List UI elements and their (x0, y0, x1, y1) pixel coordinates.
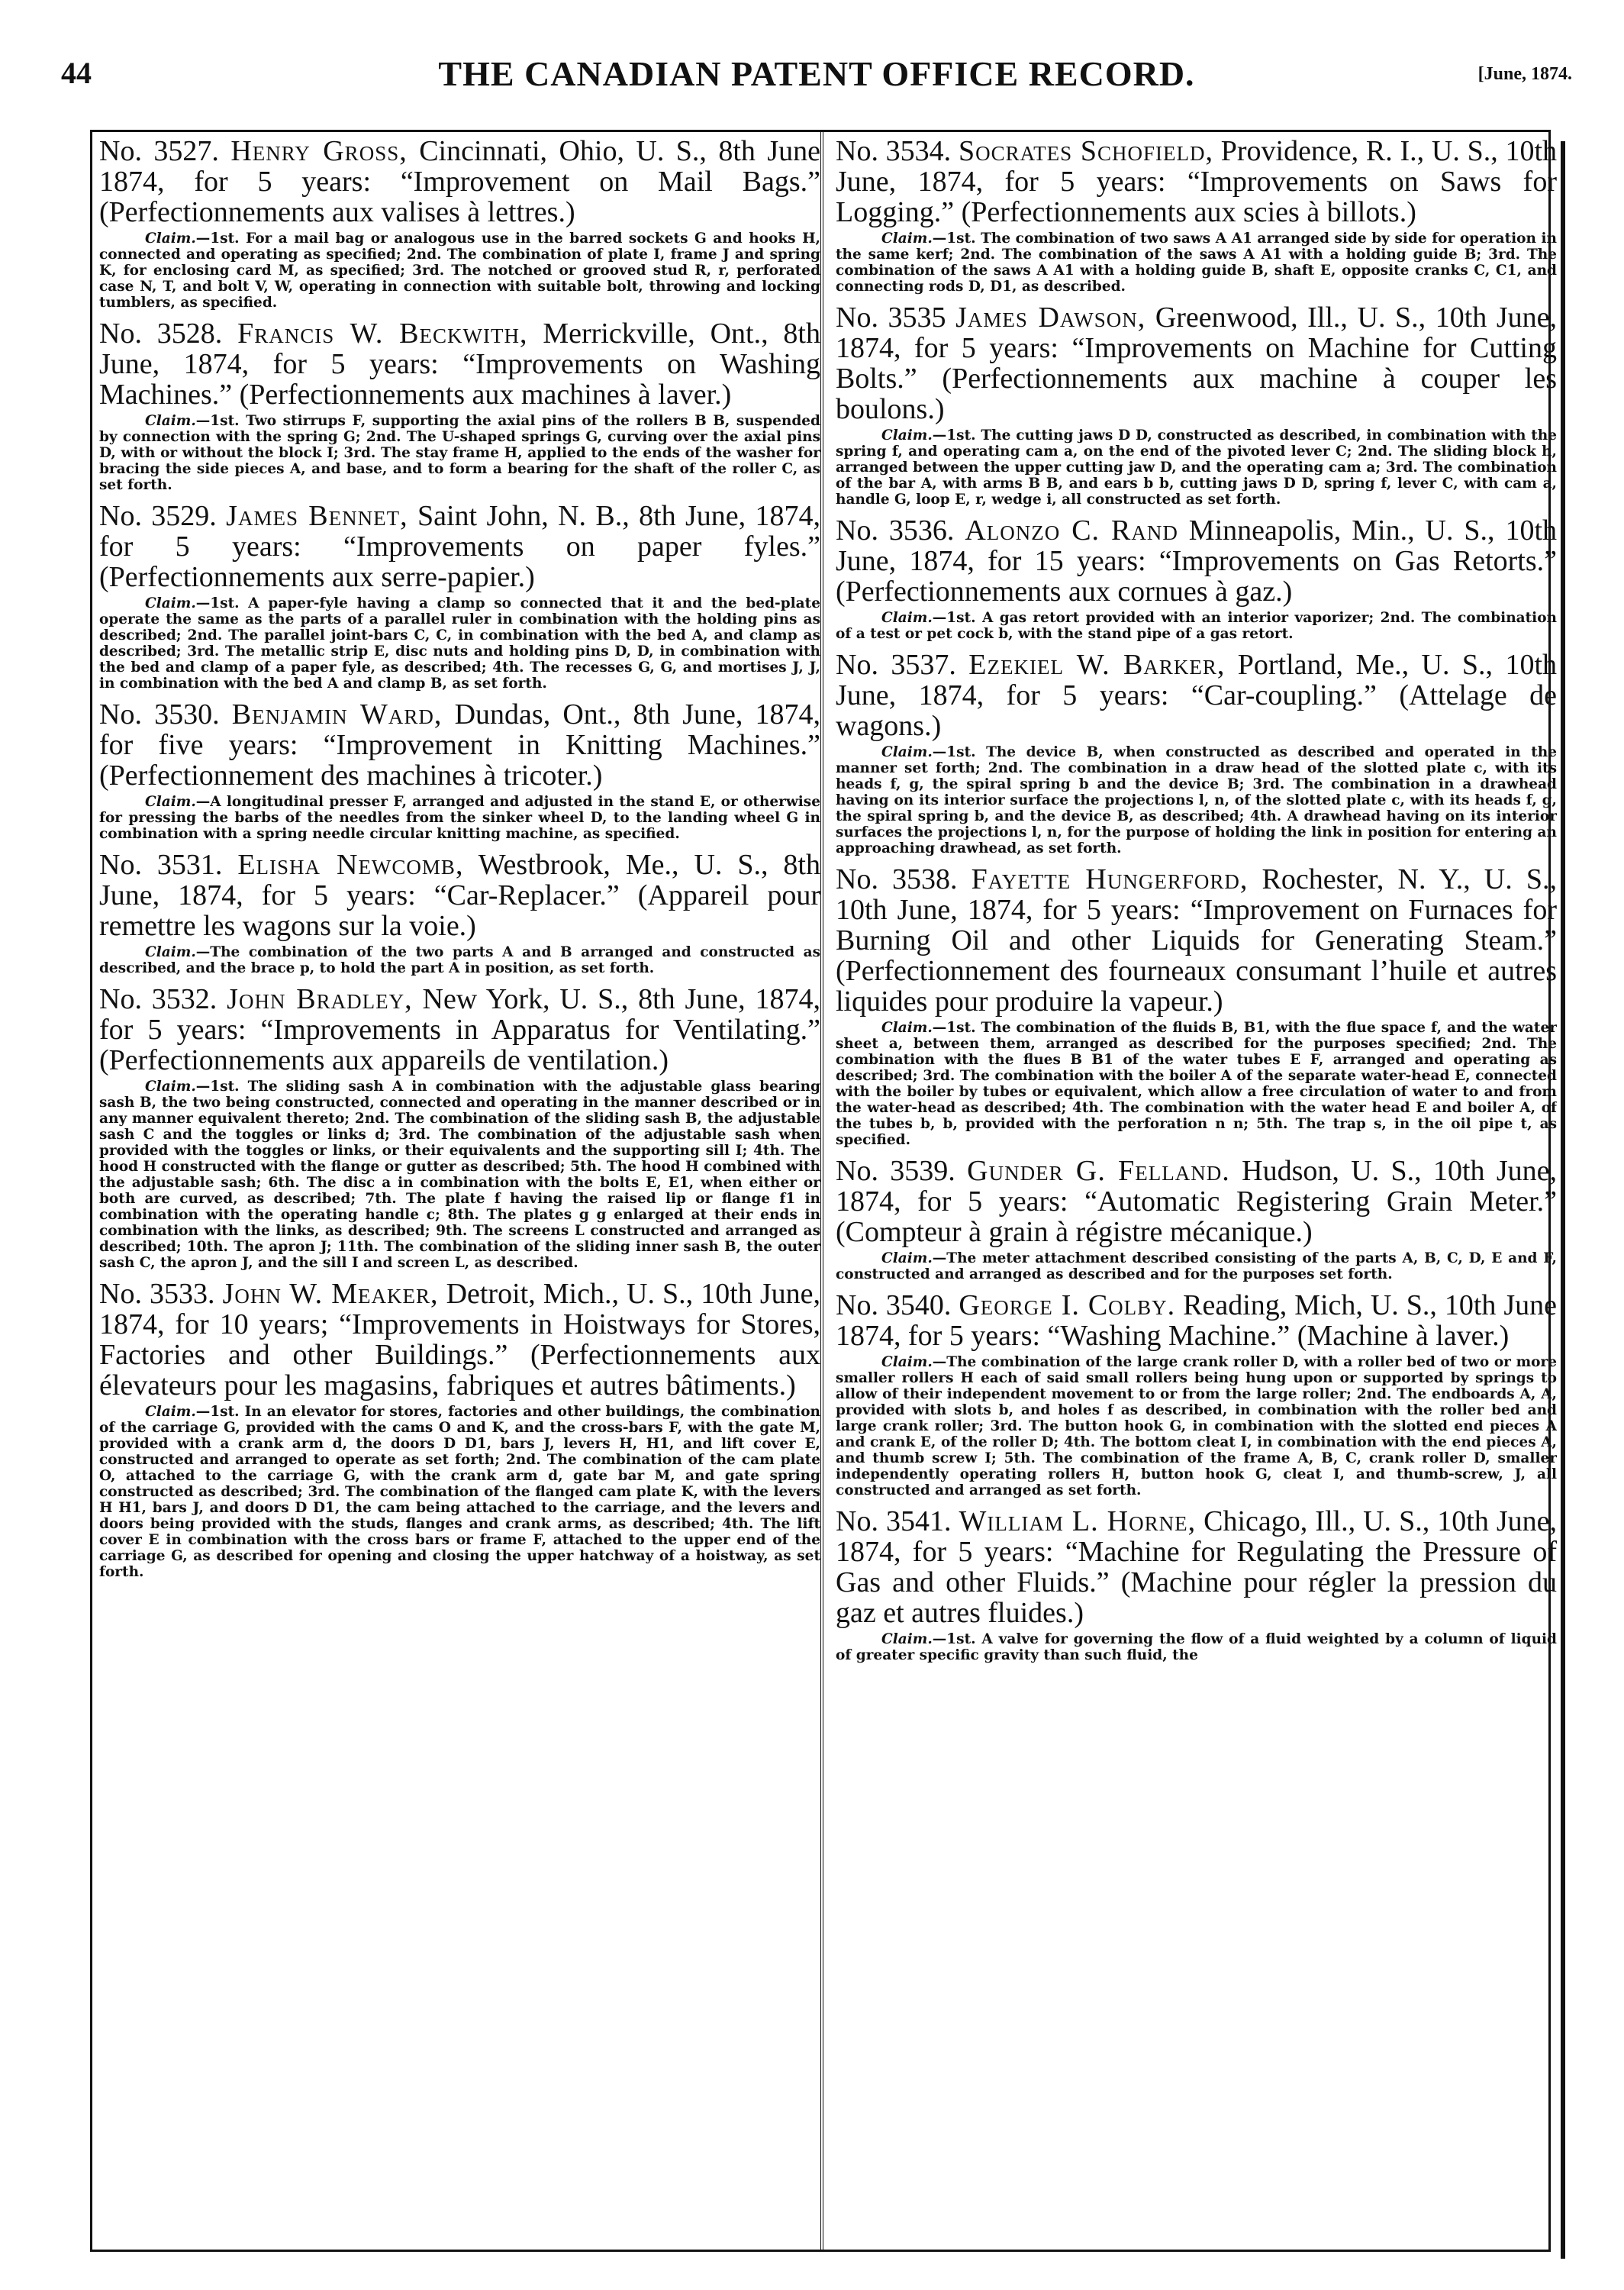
patent-heading (836, 136, 1557, 227)
patent-claim (836, 427, 1557, 508)
claim-label: Claim. (145, 595, 196, 611)
inventor-name: Francis W. Beckwith, (237, 318, 528, 350)
claim-text: —The meter attachment described consisting of the parts A, B, C, D, E and F, constructed and arranged as described and for the purposes set forth. (836, 1250, 1557, 1282)
inventor-name: Benjamin Ward, (231, 698, 443, 731)
patent-entry (99, 1279, 820, 1580)
claim-text: —1st. A gas retort provided with an interior vaporizer; 2nd. The combination of a test or pet cock b, with the stand pipe of a gas retort. (836, 610, 1557, 642)
patent-number: No. 3536. (836, 514, 955, 547)
claim-label: Claim. (145, 944, 196, 960)
patent-number: No. 3540. (836, 1289, 952, 1321)
inventor-name: Henry Gross, (230, 136, 408, 167)
right-column (836, 136, 1557, 2243)
patent-entry (836, 515, 1557, 642)
left-column (99, 136, 820, 2243)
patent-details: Portland, Me., U. S., 10th June, 1874, for 5 years: “Car-coupling.” (Attelage de wagons.) (836, 649, 1557, 742)
claim-text: —1st. The sliding sash A in combination with the adjustable glass bearing sash B, the two being constructed, connected and operating in the manner described or in any manner equivalent thereto; 2nd. The combination of the sliding sash B, the adjustable sash C and the toggles or links d; 3rd. The combination of the adjustable sash when provided with the toggles or links, or their equivalents and the supporting sill I; 4th. The hood H constructed with the flange or gutter as described; 5th. The hood H combined with the adjustable sash; 6th. The disc a in combination with the bolts E, E1, when either or both are curved, as described; 7th. The plate f having the raised lip or flange f1 in combination with the operating handle c; 8th. The plates g g enlarged at their ends in combination with the links, as described; 9th. The screens L constructed and arranged as described; 10th. The apron J; 11th. The combination of the sliding inner sash B, the outer sash C, the apron J, and the sill I and screen L, as described. (99, 1079, 820, 1271)
inventor-name: William L. Horne, (959, 1505, 1197, 1537)
claim-text: —The combination of the two parts A and B arranged and constructed as described, and the brace p, to hold the part A in position, as set forth. (99, 944, 820, 976)
page-date: [June, 1874. (1477, 64, 1572, 84)
patent-claim (99, 944, 820, 976)
patent-heading (836, 1156, 1557, 1247)
patent-claim (99, 794, 820, 842)
inventor-name: George I. Colby. (959, 1289, 1176, 1321)
claim-text: —1st. Two stirrups F, supporting the axial pins of the rollers B B, suspended by connection with the spring G; 2nd. The U-shaped springs G, curving over the axial pins D, with or without the block I; 3rd. The stay frame H, applied to the ends of the washer for bracing the side pieces A, and base, and to form a bearing for the shaft of the roller C, as set forth. (99, 413, 820, 493)
claim-label: Claim. (881, 610, 933, 626)
patent-entry (836, 1156, 1557, 1282)
patent-entry (99, 318, 820, 493)
inventor-name: John Bradley, (227, 983, 413, 1015)
patent-details: Chicago, Ill., U. S., 10th June, 1874, for 5 years: “Machine for Regulating the Pressure of Gas and other Fluids.” (Machine pour régler la pression du gaz et autres fluides.) (836, 1505, 1557, 1629)
patent-heading (99, 318, 820, 410)
patent-claim (99, 231, 820, 311)
patent-claim (836, 610, 1557, 642)
patent-heading (836, 1290, 1557, 1351)
patent-claim (99, 413, 820, 493)
claim-text: —1st. The cutting jaws D D, constructed as described, in combination with the spring f, and operating cam a, on the end of the pivoted lever C; 2nd. The sliding block h, arranged between the upper cutting jaw D, and the operating cam a; 3rd. The combination of the bar A, with arms B B, and ears b b, cutting jaws D D, spring f, lever C, with cam a, handle G, loop E, r, wedge i, all constructed as set forth. (836, 427, 1557, 508)
patent-details: Detroit, Mich., U. S., 10th June, 1874, for 10 years; “Improvements in Hoistways for Stores, Factories and other Buildings.” (Perfectionnements aux élevateurs pour les magasins, fabriques et autres bâtiments.) (99, 1278, 820, 1401)
patent-heading (836, 864, 1557, 1017)
patent-entry (836, 1506, 1557, 1663)
inventor-name: John W. Meaker, (222, 1278, 439, 1310)
inventor-name: Alonzo C. Rand (965, 514, 1178, 547)
patent-details: Providence, R. I., U. S., 10th June, 1874, for 5 years: “Improvements on Saws for Logging.” (Perfectionnements aux scies à billots.) (836, 136, 1557, 228)
claim-label: Claim. (145, 1079, 196, 1095)
claim-text: —1st. In an elevator for stores, factories and other buildings, the combination of the carriage G, provided with the cams O and K, and the cross-bars F, with the gate M, provided with a crank arm d, the doors D D1, bars J, levers H, H1, and lift cover E, constructed and arranged to operate as set forth; 2nd. The combination of the cam plate O, attached to the carriage G, with the crank arm d, gate bar M, and gate spring constructed as described; 3rd. The combination of the flanged cam plate K, with the levers H H1, bars J, and doors D D1, the cam being attached to the carriage, and the levers and doors being provided with the studs, flanges and crank arms, as described; 4th. The lift cover E in combination with the cross bars or frame F, attached to the upper end of the carriage G, as described for opening and closing the upper hatchway of a hoistway, as set forth. (99, 1404, 820, 1580)
claim-label: Claim. (881, 1354, 933, 1370)
patent-entry (836, 136, 1557, 295)
patent-entry (99, 699, 820, 842)
inventor-name: Ezekiel W. Barker, (968, 649, 1226, 681)
patent-claim (836, 1250, 1557, 1282)
patent-claim (99, 1404, 820, 1580)
patent-details: Cincinnati, Ohio, U. S., 8th June 1874, for 5 years: “Improvement on Mail Bags.” (Perfectionnements aux valises à lettres.) (99, 136, 820, 228)
patent-details: Greenwood, Ill., U. S., 10th June, 1874, for 5 years: “Improvements on Machine for Cutting Bolts.” (Perfectionnements aux machine à couper les boulons.) (836, 302, 1557, 425)
patent-details: Merrickville, Ont., 8th June, 1874, for 5 years: “Improvements on Washing Machines.” (Perfectionnements aux machines à laver.) (99, 318, 820, 411)
patent-number: No. 3529. (99, 500, 217, 532)
patent-details: Reading, Mich, U. S., 10th June 1874, for 5 years: “Washing Machine.” (Machine à laver.) (836, 1289, 1557, 1352)
patent-number: No. 3534. (836, 136, 952, 167)
patent-heading (99, 136, 820, 227)
claim-text: —1st. The combination of the fluids B, B1, with the flue space f, and the water sheet a, between them, arranged as described for the purposes specified; 2nd. The combination with the flues B B1 of the water tubes E F, arranged and operating as described; 3rd. The combination with the boiler A of the separate water-head E, connected with the boiler by tubes or equivalent, which allow a free circulation of water to and from the water-head as described; 4th. The combination with the water head E and boiler A, of the tubes b, b, provided with the perforation n n; 5th. The trap s, in the oil pipe t, as specified. (836, 1020, 1557, 1148)
patent-details: Hudson, U. S., 10th June, 1874, for 5 years: “Automatic Registering Grain Meter.” (Compteur à grain à régistre mécanique.) (836, 1155, 1557, 1248)
inventor-name: James Dawson, (955, 302, 1146, 334)
page-header (61, 53, 1572, 99)
patent-details: New York, U. S., 8th June, 1874, for 5 years: “Improvements in Apparatus for Ventilating.” (Perfectionnements aux appareils de ventilation.) (99, 983, 820, 1076)
inventor-name: Socrates Schofield, (958, 136, 1213, 167)
patent-number: No. 3537. (836, 649, 956, 681)
claim-label: Claim. (881, 1020, 933, 1036)
patent-number: No. 3539. (836, 1155, 955, 1187)
inventor-name: Gunder G. Felland. (967, 1155, 1230, 1187)
patent-details: Saint John, N. B., 8th June, 1874, for 5 years: “Improvements on paper fyles.” (Perfectionnements aux serre-papier.) (99, 500, 820, 593)
column-divider (820, 130, 823, 2252)
claim-label: Claim. (881, 1250, 933, 1266)
patent-number: No. 3541. (836, 1505, 952, 1537)
patent-heading (836, 302, 1557, 424)
patent-claim (836, 744, 1557, 856)
patent-entry (836, 864, 1557, 1148)
inventor-name: Elisha Newcomb, (237, 849, 464, 881)
patent-entry (836, 1290, 1557, 1498)
patent-details: Rochester, N. Y., U. S., 10th June, 1874, for 5 years: “Improvement on Furnaces for Burning Oil and other Liquids for Generating Steam.” (Perfectionnement des fourneaux consumant l’huile et autres liquides pour produire la vapeur.) (836, 863, 1557, 1018)
claim-label: Claim. (881, 231, 933, 247)
page-title: THE CANADIAN PATENT OFFICE RECORD. (438, 54, 1195, 93)
patent-details: Westbrook, Me., U. S., 8th June, 1874, for 5 years: “Car-Replacer.” (Appareil pour remettre les wagons sur la voie.) (99, 849, 820, 942)
patent-number: No. 3538. (836, 863, 958, 895)
inventor-name: James Bennet, (226, 500, 408, 532)
patent-number: No. 3528. (99, 318, 223, 350)
patent-heading (836, 515, 1557, 607)
claim-label: Claim. (881, 427, 933, 443)
patent-entry (99, 501, 820, 692)
patent-heading (99, 850, 820, 941)
patent-heading (99, 1279, 820, 1401)
claim-text: —1st. For a mail bag or analogous use in the barred sockets G and hooks H, connected and operating as specified; 2nd. The combination of plate I, frame J and spring K, for enclosing card M, as specified; 3rd. The notched or grooved stud R, r, perforated case N, T, and bolt V, W, operating in connection with suitable bolt, throwing and locking tumblers, as specified. (99, 231, 820, 311)
patent-claim (836, 231, 1557, 295)
patent-details: Dundas, Ont., 8th June, 1874, for five years: “Improvement in Knitting Machines.” (Perfectionnement des machines à tricoter.) (99, 698, 820, 792)
claim-text: —1st. The combination of two saws A A1 arranged side by side for operation in the same kerf; 2nd. The combination of the saws A A1 with a holding guide B; 3rd. The combination of the saws A A1 with a holding guide B, shaft E, opposite cranks C, C1, and connecting rods D, D1, as described. (836, 231, 1557, 295)
patent-entry (99, 850, 820, 976)
patent-number: No. 3535 (836, 302, 946, 334)
patent-entry (836, 650, 1557, 856)
patent-entry (99, 136, 820, 311)
patent-claim (99, 1079, 820, 1271)
patent-heading (99, 699, 820, 791)
claim-label: Claim. (145, 794, 196, 810)
patent-claim (836, 1631, 1557, 1663)
patent-number: No. 3530. (99, 698, 220, 731)
claim-label: Claim. (145, 413, 196, 429)
patent-heading (99, 501, 820, 592)
claim-label: Claim. (881, 744, 933, 760)
patent-claim (99, 595, 820, 692)
claim-label: Claim. (881, 1631, 933, 1647)
patent-heading (836, 650, 1557, 741)
patent-claim (836, 1020, 1557, 1148)
patent-details: Minneapolis, Min., U. S., 10th June, 1874, for 15 years: “Improvements on Gas Retorts.” (Perfectionnements aux cornues à gaz.) (836, 514, 1557, 608)
page-number: 44 (61, 56, 92, 90)
claim-text: —A longitudinal presser F, arranged and adjusted in the stand E, or otherwise for pressing the barbs of the needles from the sinker wheel D, to the landing wheel G in combination with a spring needle circular knitting machine, as specified. (99, 794, 820, 842)
claim-text: —The combination of the large crank roller D, with a roller bed of two or more smaller rollers H each of said small rollers being hung upon or supported by springs to allow of their independent movement to or from the large roller; 2nd. The endboards A, A, provided with slots b, and holes f as described, in combination with the roller bed and large crank roller; 3rd. The button hook G, in combination with the slotted end pieces A and crank E, of the roller D; 4th. The bottom cleat I, in combination with the end pieces A, and thumb screw I; 5th. The combination of the frame A, B, C, crank roller D, smaller independently operating rollers H, button hook G, cleat I, and thumb-screw, J, all constructed and arranged as set forth. (836, 1354, 1557, 1498)
patent-heading (99, 984, 820, 1076)
claim-label: Claim. (145, 1404, 196, 1420)
inventor-name: Fayette Hungerford, (971, 863, 1249, 895)
claim-label: Claim. (145, 231, 196, 247)
patent-heading (836, 1506, 1557, 1628)
patent-number: No. 3533. (99, 1278, 215, 1310)
claim-text: —1st. The device B, when constructed as described and operated in the manner set forth; 2nd. The combination in a draw head of the slotted plate c, with its heads f, g, the spiral spring b and the device B; 3rd. The combination in a drawhead having on its interior surface the projections l, n, of the slotted plate c, with its heads f, g, the spiral spring b, and the device B, as described; 4th. A drawhead having on its interior surfaces the projections l, n, for the purpose of holding the link in position for entering an approaching drawhead, as set forth. (836, 744, 1557, 856)
claim-text: —1st. A valve for governing the flow of a fluid weighted by a column of liquid of greater specific gravity than such fluid, the (836, 1631, 1557, 1663)
patent-number: No. 3527. (99, 136, 219, 167)
patent-entry (836, 302, 1557, 508)
patent-entry (99, 984, 820, 1271)
claim-text: —1st. A paper-fyle having a clamp so connected that it and the bed-plate operate the same as the parts of a parallel ruler in combination with the holding pins as described; 2nd. The parallel joint-bars C, C, in combination with the bed A, and clamp as described; 3rd. The metallic strip E, disc nuts and holding pins D, D, in combination with the bed and clamp of a paper fyle, as described; 4th. The recesses G, G, and mortises J, J, in combination with the bed A and clamp B, as set forth. (99, 595, 820, 692)
patent-claim (836, 1354, 1557, 1498)
patent-number: No. 3531. (99, 849, 223, 881)
patent-number: No. 3532. (99, 983, 218, 1015)
